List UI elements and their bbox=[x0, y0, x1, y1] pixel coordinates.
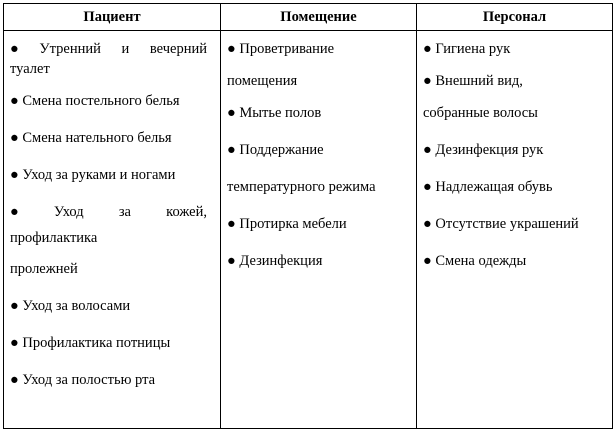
patient-cell bbox=[4, 31, 221, 429]
patient-item-hair: ● Уход за волосами bbox=[10, 298, 131, 314]
word: Утренний bbox=[39, 41, 101, 57]
bullet: ● bbox=[10, 204, 19, 220]
content-row bbox=[4, 31, 613, 429]
word: за bbox=[118, 204, 131, 220]
header-room: Помещение bbox=[221, 4, 417, 31]
word: и bbox=[121, 41, 130, 57]
patient-item-bed-linen: ● Смена постельного белья bbox=[10, 93, 180, 109]
room-item-temperature-line1: ● Поддержание bbox=[227, 142, 324, 158]
patient-item-hands-feet: ● Уход за руками и ногами bbox=[10, 167, 176, 183]
staff-item-hand-disinfection: ● Дезинфекция рук bbox=[423, 142, 544, 158]
header-staff: Персонал bbox=[417, 4, 613, 31]
room-cell bbox=[221, 31, 417, 429]
staff-item-clothes-change: ● Смена одежды bbox=[423, 253, 527, 269]
word: вечерний bbox=[149, 41, 207, 57]
word: кожей, bbox=[166, 204, 207, 220]
staff-item-footwear: ● Надлежащая обувь bbox=[423, 179, 553, 195]
staff-item-hand-hygiene: ● Гигиена рук bbox=[423, 41, 511, 57]
bullet: ● bbox=[10, 41, 19, 57]
room-item-ventilation-line1: ● Проветривание bbox=[227, 41, 335, 57]
staff-cell bbox=[417, 31, 613, 429]
staff-item-no-jewelry: ● Отсутствие украшений bbox=[423, 216, 579, 232]
patient-item-toilet-line2: туалет bbox=[10, 61, 50, 77]
header-patient: Пациент bbox=[4, 4, 221, 31]
hygiene-table bbox=[3, 3, 613, 429]
hygiene-table-wrapper bbox=[3, 3, 612, 429]
patient-item-toilet-line1 bbox=[10, 43, 207, 55]
room-item-temperature-line2: температурного режима bbox=[227, 179, 376, 195]
patient-item-sweat-rash: ● Профилактика потницы bbox=[10, 335, 171, 351]
room-item-disinfection: ● Дезинфекция bbox=[227, 253, 323, 269]
patient-item-skin-line1 bbox=[10, 194, 207, 231]
header-row bbox=[4, 4, 613, 31]
patient-item-skin-line2: профилактика bbox=[10, 230, 98, 246]
room-item-floors: ● Мытье полов bbox=[227, 105, 322, 121]
word: Уход bbox=[53, 204, 84, 220]
room-item-ventilation-line2: помещения bbox=[227, 73, 298, 89]
patient-item-skin-line3: пролежней bbox=[10, 261, 78, 277]
room-item-furniture: ● Протирка мебели bbox=[227, 216, 347, 232]
patient-item-underwear: ● Смена нательного белья bbox=[10, 130, 172, 146]
patient-item-oral-cavity: ● Уход за полостью рта bbox=[10, 372, 156, 388]
staff-item-appearance-line1: ● Внешний вид, bbox=[423, 73, 523, 89]
staff-item-appearance-line2: собранные волосы bbox=[423, 105, 538, 121]
